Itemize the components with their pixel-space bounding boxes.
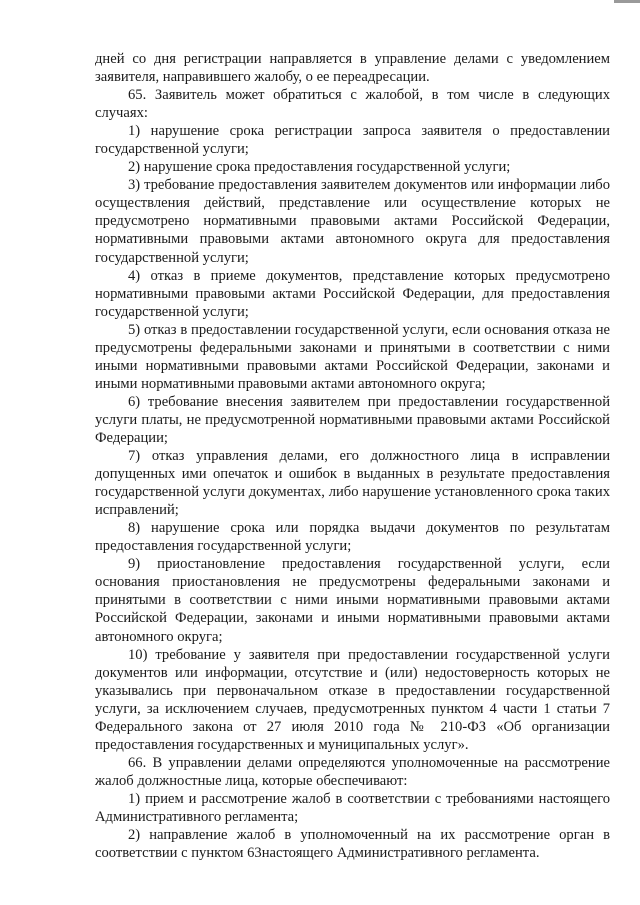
document-body — [95, 50, 610, 862]
list-item-65-7: 7) отказ управления делами, его должностного лица в исправлении допущенных ими опечаток и ошибок в выданных в результате предоставления государственной услуги документах, либо нарушение установленного срока таких исправлений; — [95, 448, 610, 519]
list-item-65-8: 8) нарушение срока или порядка выдачи документов по результатам предоставления государственной услуги; — [95, 520, 610, 555]
scan-edge-mark — [614, 0, 640, 3]
list-item-65-3: 3) требование предоставления заявителем документов или информации либо осуществления действий, представление или осуществление которых не предусмотрено нормативными правовыми актами Российской Федерации, нормативными правовыми актами автономного округа для предоставления государственной услуги; — [95, 177, 610, 266]
list-item-65-9: 9) приостановление предоставления государственной услуги, если основания приостановления не предусмотрены федеральными законами и принятыми в соответствии с ними иными нормативными правовыми актами Российской Федерации, законами и иными нормативными правовыми актами автономного округа; — [95, 556, 610, 645]
list-item-65-2: 2) нарушение срока предоставления государственной услуги; — [128, 159, 511, 176]
paragraph-66: 66. В управлении делами определяются уполномоченные на рассмотрение жалоб должностные лица, которые обеспечивают: — [95, 754, 610, 789]
list-item-66-1: 1) прием и рассмотрение жалоб в соответствии с требованиями настоящего Административного регламента; — [95, 790, 610, 825]
list-item-65-10: 10) требование у заявителя при предоставлении государственной услуги документов или информации, отсутствие и (или) недостоверность которых не указывались при первоначальном отказе в предоставлении государственной услуги, за исключением случаев, предусмотренных пунктом 4 части 1 статьи 7 Федерального закона от 27 июля 2010 года № 210-ФЗ «Об организации предоставления государственных и муниципальных услуг». — [95, 646, 610, 753]
paragraph-intro: дней со дня регистрации направляется в управление делами с уведомлением заявителя, направившего жалобу, о ее переадресации. — [95, 51, 610, 86]
paragraph-65: 65. Заявитель может обратиться с жалобой, в том числе в следующих случаях: — [95, 87, 610, 122]
list-item-66-2: 2) направление жалоб в уполномоченный на их рассмотрение орган в соответствии с пунктом 63настоящего Административного регламента. — [95, 827, 610, 862]
list-item-65-1: 1) нарушение срока регистрации запроса заявителя о предоставлении государственной услуги; — [95, 123, 610, 158]
list-item-65-4: 4) отказ в приеме документов, представление которых предусмотрено нормативными правовыми актами Российской Федерации, для предоставления государственной услуги; — [95, 267, 610, 320]
list-item-65-5: 5) отказ в предоставлении государственной услуги, если основания отказа не предусмотрены федеральными законами и принятыми в соответствии с ними иными нормативными правовыми актами Российской Федерации, законами и иными нормативными правовыми актами автономного округа; — [95, 321, 610, 392]
list-item-65-6: 6) требование внесения заявителем при предоставлении государственной услуги платы, не предусмотренной нормативными правовыми актами Российской Федерации; — [95, 393, 610, 446]
